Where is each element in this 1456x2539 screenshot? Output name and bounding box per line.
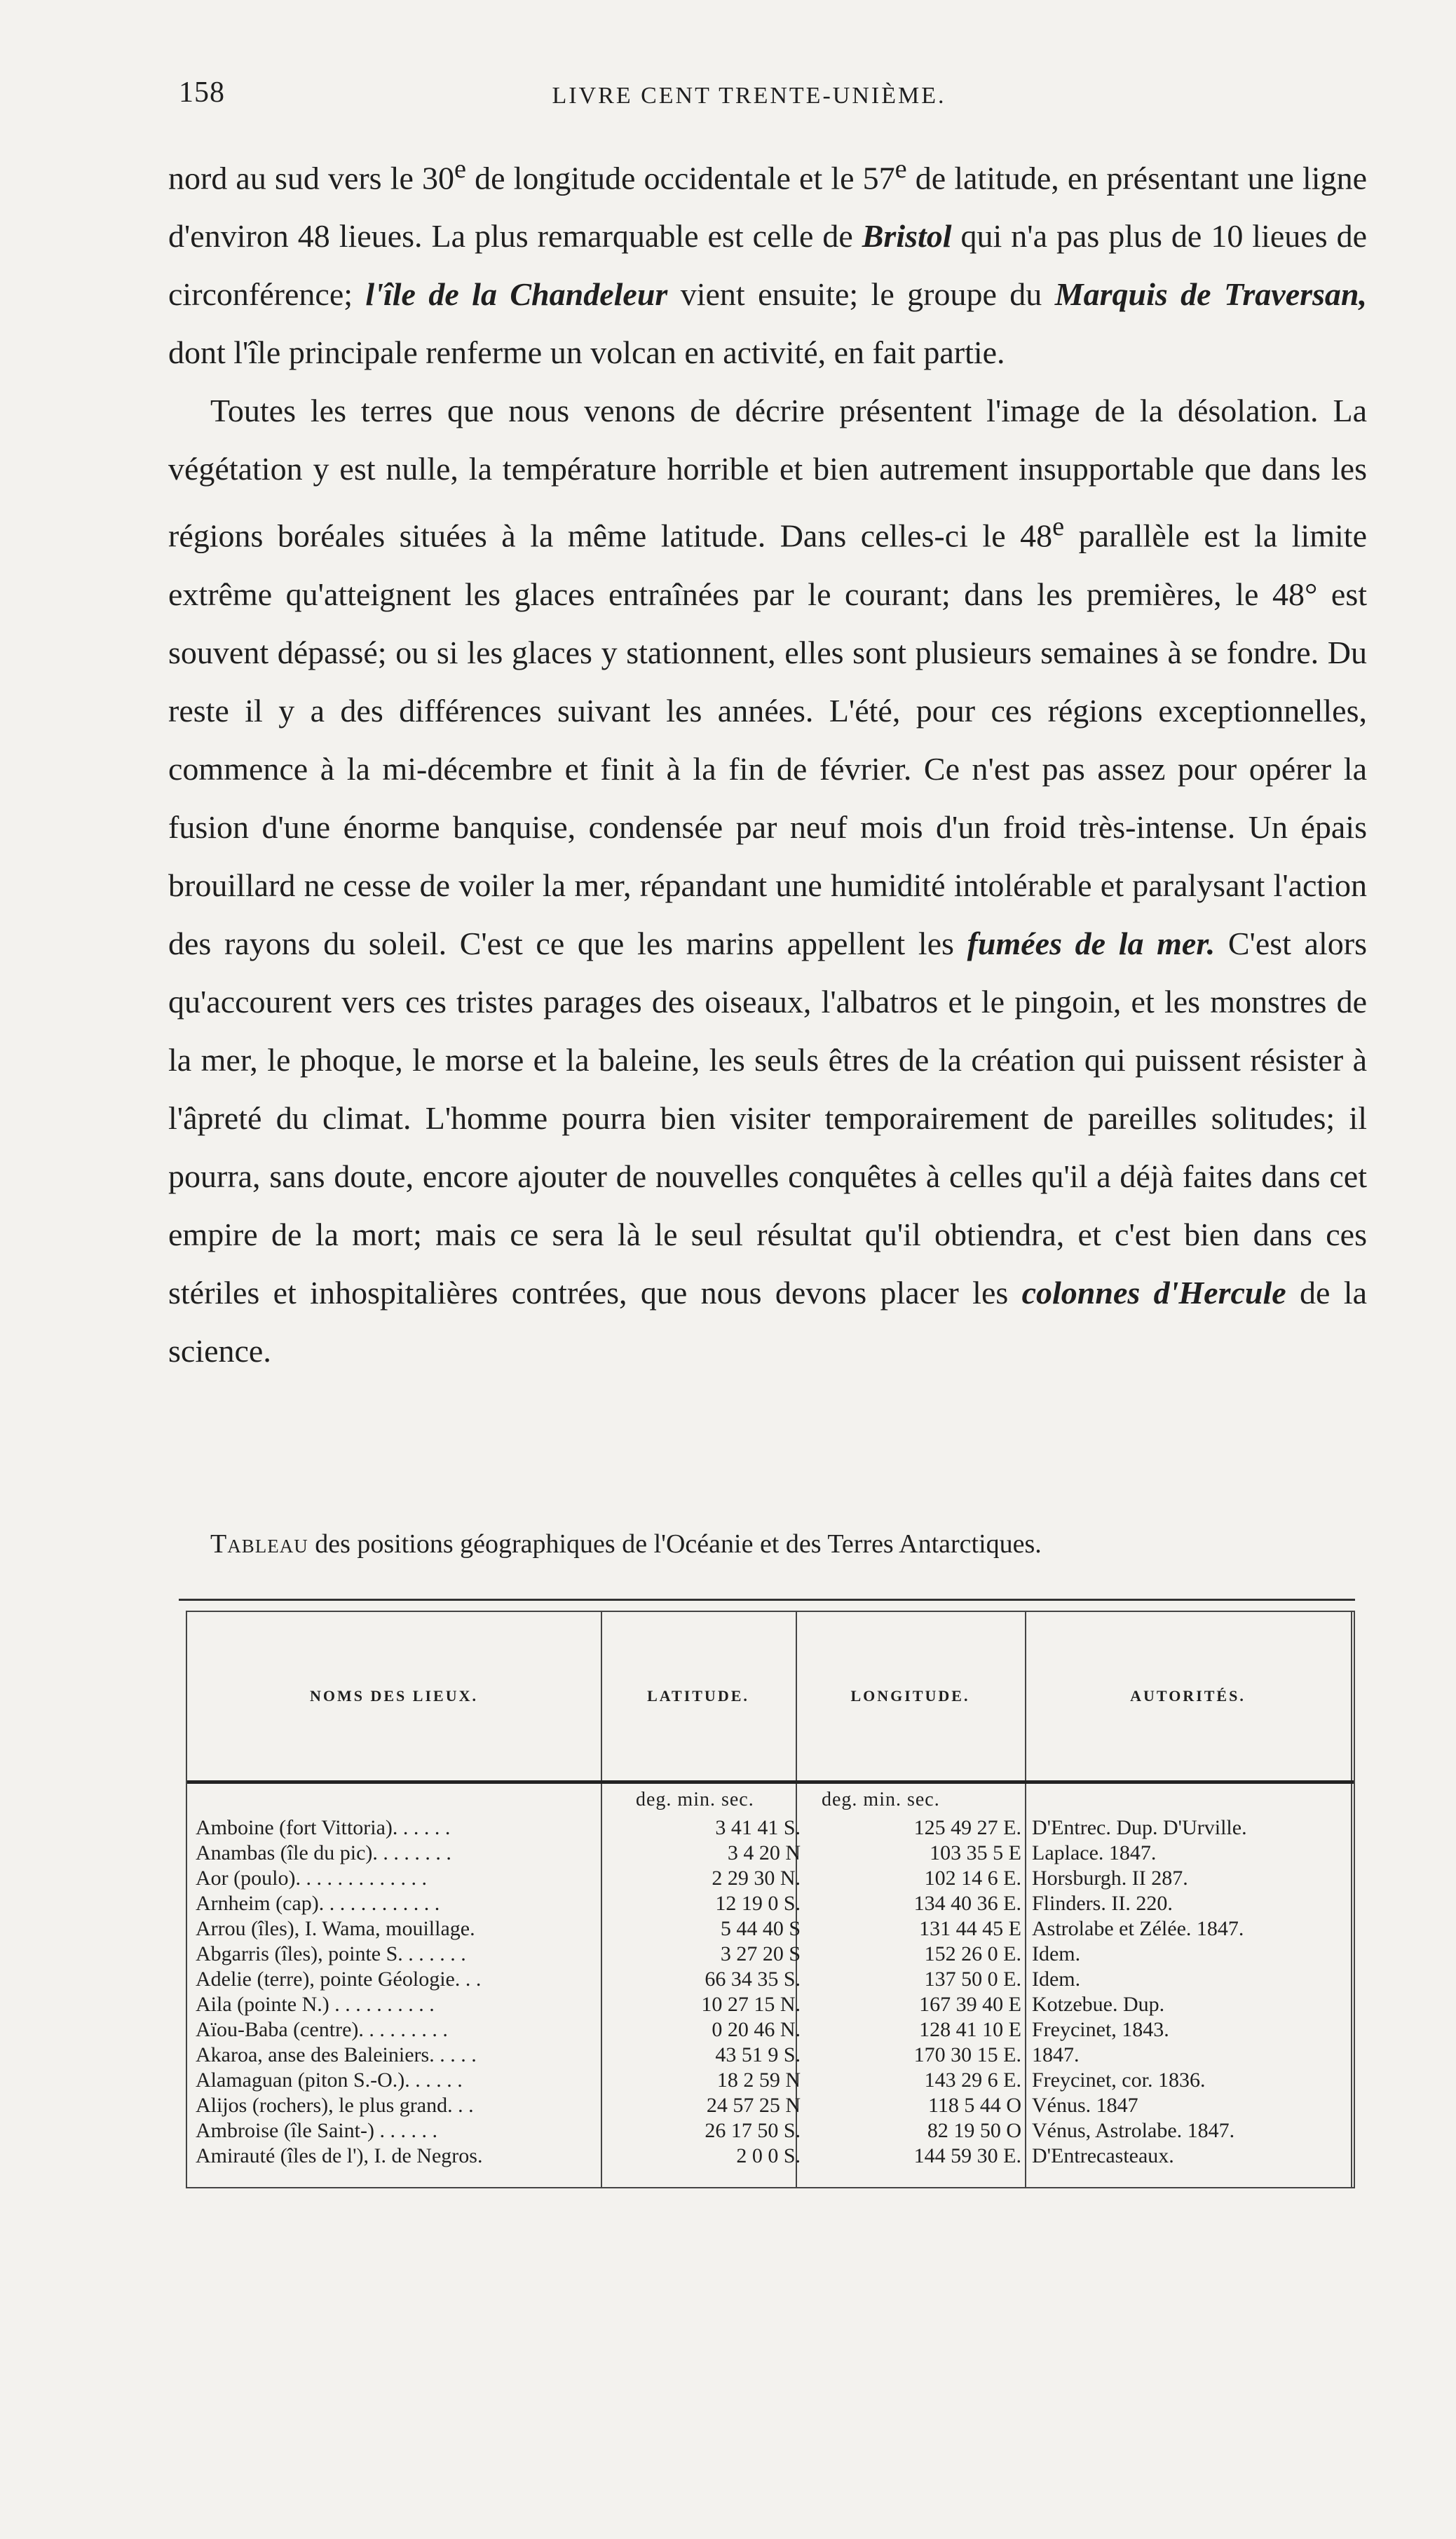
authority-cell: D'Entrecasteaux.: [1032, 2144, 1174, 2167]
table-row: [187, 1992, 1354, 2017]
table-row: [187, 2118, 1354, 2144]
header-names: NOMS DES LIEUX.: [310, 1687, 478, 1705]
header-longitude: LONGITUDE.: [850, 1687, 970, 1705]
italic-place-name: Marquis de Traversan,: [1054, 276, 1367, 313]
longitude-cell: 144 59 30 E.: [913, 2144, 1021, 2167]
table-row: [187, 2043, 1354, 2068]
text-run: nord au sud vers le 30: [168, 160, 454, 196]
latitude-cell: 3 4 20 N: [727, 1841, 801, 1864]
latitude-cell: 2 0 0 S.: [736, 2144, 801, 2167]
place-name-cell: Amboine (fort Vittoria). . . . . .: [196, 1816, 451, 1839]
paragraph-2: [168, 381, 1367, 1379]
place-name-cell: Aila (pointe N.) . . . . . . . . . .: [196, 1993, 435, 2016]
table-header: [187, 1612, 1354, 1784]
longitude-cell: 134 40 36 E.: [913, 1892, 1021, 1915]
table-row: [187, 1841, 1354, 1866]
latitude-cell: 26 17 50 S.: [705, 2119, 801, 2142]
table-row: [187, 2017, 1354, 2043]
authority-cell: Kotzebue. Dup.: [1032, 1993, 1165, 2016]
latitude-cell: 18 2 59 N: [716, 2069, 801, 2092]
text-run: C'est alors qu'accourent vers ces tristes parages des oiseaux, l'albatros et le pingoin, et les monstres de la mer, le phoque, le morse et la baleine, les seuls êtres de la création qui puissent résister à l'âpreté du climat. L'homme pourra bien visiter temporairement de pareilles solitudes; il pourra, sans doute, encore ajouter de nouvelles conquêtes à celles qu'il a déjà faites dans cet empire de la mort; mais ce sera là le seul résultat qu'il obtiendra, et c'est bien dans ces stériles et inhospitalières contrées, que nous devons placer les: [168, 925, 1367, 1311]
longitude-cell: 118 5 44 O: [927, 2094, 1021, 2117]
latitude-cell: 43 51 9 S.: [715, 2043, 801, 2066]
authority-cell: D'Entrec. Dup. D'Urville.: [1032, 1816, 1247, 1839]
header-authorities: AUTORITÉS.: [1130, 1687, 1246, 1705]
latitude-cell: 2 29 30 N.: [712, 1867, 801, 1890]
latitude-cell: 24 57 25 N: [706, 2094, 801, 2117]
authority-cell: Astrolabe et Zélée. 1847.: [1032, 1917, 1244, 1940]
superscript: e: [894, 154, 907, 184]
text-run: qui n'a pas plus de 10 lieues de circonférence;: [168, 218, 1367, 313]
place-name-cell: Alamaguan (piton S.-O.). . . . . .: [196, 2069, 463, 2092]
positions-table: [179, 1599, 1355, 2188]
text-run: vient ensuite; le groupe du: [667, 276, 1055, 313]
place-name-cell: Ambroise (île Saint-) . . . . . .: [196, 2119, 437, 2142]
longitude-cell: 103 35 5 E: [930, 1841, 1021, 1864]
superscript: e: [1052, 512, 1065, 542]
longitude-cell: 167 39 40 E: [919, 1993, 1021, 2016]
longitude-cell: 170 30 15 E.: [913, 2043, 1021, 2066]
latitude-cell: 10 27 15 N.: [701, 1993, 801, 2016]
authority-cell: Freycinet, 1843.: [1032, 2018, 1169, 2041]
longitude-cell: 82 19 50 O: [927, 2119, 1021, 2142]
table-frame: [186, 1611, 1355, 2188]
authority-cell: Vénus. 1847: [1032, 2094, 1138, 2117]
latitude-cell: 5 44 40 S: [720, 1917, 801, 1940]
latitude-cell: 12 19 0 S.: [715, 1892, 801, 1915]
place-name-cell: Abgarris (îles), pointe S. . . . . . .: [196, 1942, 466, 1965]
place-name-cell: Amirauté (îles de l'), I. de Negros.: [196, 2144, 483, 2167]
authority-cell: Laplace. 1847.: [1032, 1841, 1157, 1864]
latitude-cell: 0 20 46 N.: [712, 2018, 801, 2041]
longitude-cell: 102 14 6 E.: [924, 1867, 1021, 1890]
place-name-cell: Arrou (îles), I. Wama, mouillage.: [196, 1917, 475, 1940]
longitude-cell: 137 50 0 E.: [924, 1968, 1021, 1991]
longitude-cell: 125 49 27 E.: [913, 1816, 1021, 1839]
italic-place-name: Bristol: [862, 218, 952, 255]
authority-cell: 1847.: [1032, 2043, 1080, 2066]
latitude-cell: 3 27 20 S: [720, 1942, 801, 1965]
place-name-cell: Aïou-Baba (centre). . . . . . . . .: [196, 2018, 448, 2041]
superscript: e: [454, 154, 467, 184]
place-name-cell: Alijos (rochers), le plus grand. . .: [196, 2094, 474, 2117]
table-row: [187, 1967, 1354, 1992]
table-body: [187, 1815, 1354, 2169]
text-run: Toutes les terres que nous venons de décrire présentent l'image de la désolation. La végétation y est nulle, la température horrible et bien autrement insupportable que dans les régions boréales situées à la même latitude. Dans celles-ci le 48: [168, 393, 1367, 554]
authority-cell: Horsburgh. II 287.: [1032, 1867, 1188, 1890]
paragraph-1: [168, 140, 1367, 381]
body-text: [168, 140, 1367, 1380]
authority-cell: Flinders. II. 220.: [1032, 1892, 1173, 1915]
italic-phrase: colonnes d'Hercule: [1021, 1274, 1286, 1311]
longitude-units: deg. min. sec.: [822, 1789, 940, 1810]
place-name-cell: Akaroa, anse des Baleiniers. . . . .: [196, 2043, 477, 2066]
text-run: de longitude occidentale et le 57: [466, 160, 895, 196]
longitude-cell: 128 41 10 E: [919, 2018, 1021, 2041]
header-latitude: LATITUDE.: [647, 1687, 749, 1705]
authority-cell: Freycinet, cor. 1836.: [1032, 2069, 1206, 2092]
table-row: [187, 2093, 1354, 2118]
running-head: LIVRE CENT TRENTE-UNIÈME.: [552, 83, 946, 109]
page-number: 158: [179, 76, 225, 109]
table-row: [187, 2144, 1354, 2169]
italic-place-name: l'île de la Chandeleur: [365, 276, 668, 313]
longitude-cell: 131 44 45 E: [919, 1917, 1021, 1940]
longitude-cell: 152 26 0 E.: [924, 1942, 1021, 1965]
authority-cell: Idem.: [1032, 1942, 1081, 1965]
place-name-cell: Anambas (île du pic). . . . . . . .: [196, 1841, 451, 1864]
caption-text: des positions géographiques de l'Océanie et des Terres Antarctiques.: [308, 1529, 1042, 1559]
table-row: [187, 1815, 1354, 1841]
text-run: parallèle est la limite extrême qu'atteignent les glaces entraînées par le courant; dans les premières, le 48° est souvent dépassé; ou si les glaces y stationnent, elles sont plusieurs semaines à se fondre. Du reste il y a des différences suivant les années. L'été, pour ces régions exceptionnelles, commence à la mi-décembre et finit à la fin de février. Ce n'est pas assez pour opérer la fusion d'une énorme banquise, condensée par neuf mois d'un froid très-intense. Un épais brouillard ne cesse de voiler la mer, répandant une humidité intolérable et paralysant l'action des rayons du soleil. C'est ce que les marins appellent les: [168, 517, 1367, 961]
caption-smallcaps: Tableau: [210, 1529, 308, 1559]
authority-cell: Vénus, Astrolabe. 1847.: [1032, 2119, 1235, 2142]
place-name-cell: Arnheim (cap). . . . . . . . . . . .: [196, 1892, 440, 1915]
table-caption: [210, 1529, 1402, 1559]
table-row: [187, 1942, 1354, 1967]
table-row: [187, 1891, 1354, 1916]
table-row: [187, 1866, 1354, 1891]
place-name-cell: Aor (poulo). . . . . . . . . . . . .: [196, 1867, 427, 1890]
longitude-cell: 143 29 6 E.: [924, 2069, 1021, 2092]
italic-phrase: fumées de la mer.: [967, 925, 1216, 961]
text-run: dont l'île principale renferme un volcan en activité, en fait partie.: [168, 334, 1005, 371]
text-run: de latitude, en présentant une ligne d'environ 48 lieues. La plus remarquable est celle de: [168, 160, 1367, 255]
latitude-units: deg. min. sec.: [636, 1789, 754, 1810]
authority-cell: Idem.: [1032, 1968, 1081, 1991]
table-row: [187, 2068, 1354, 2093]
latitude-cell: 66 34 35 S.: [705, 1968, 801, 1991]
latitude-cell: 3 41 41 S.: [715, 1816, 801, 1839]
place-name-cell: Adelie (terre), pointe Géologie. . .: [196, 1968, 482, 1991]
text-run: de la science.: [168, 1274, 1367, 1369]
table-row: [187, 1916, 1354, 1942]
